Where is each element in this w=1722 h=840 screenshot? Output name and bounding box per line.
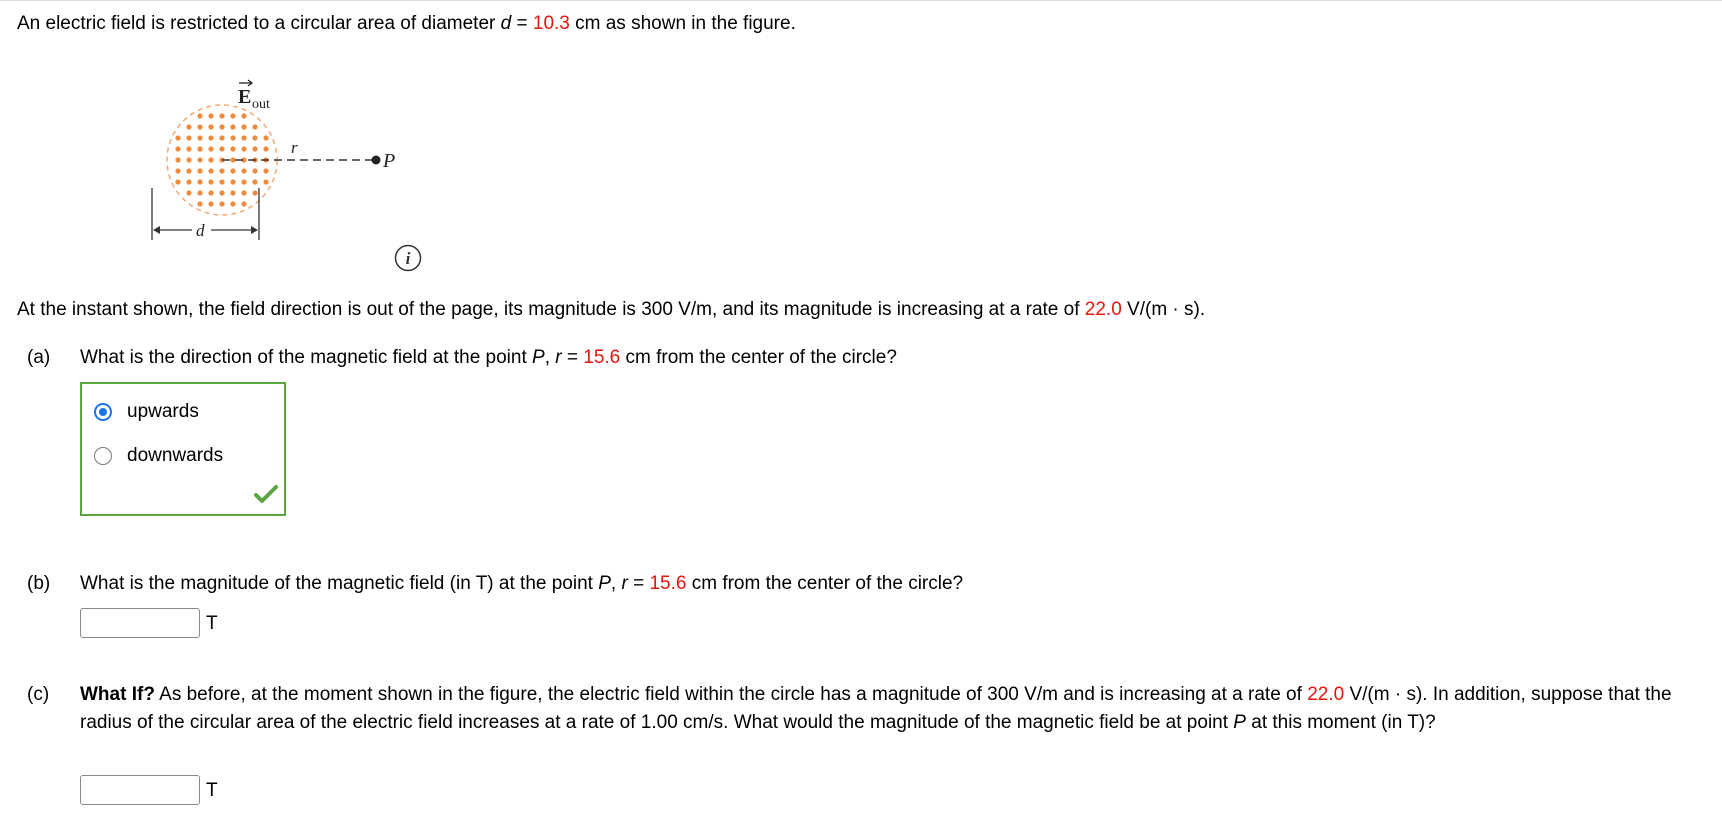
part-c-answer-input[interactable] [80,775,200,805]
field-dot [186,157,191,162]
field-dot [263,179,268,184]
field-dot [241,201,246,206]
part-a-q-mid: , [544,347,556,368]
p-label: P [383,150,396,172]
part-a-r-value: 15.6 [583,347,621,368]
part-a-label: (a) [27,347,51,368]
field-dot [175,157,180,162]
field-dot [208,113,213,118]
part-c-text2: V/(m · s). In addition, suppose that the radius of the circular area of the electric field increases at a rate of 1.00 cm/s. What would the magnitude of the magnetic field be at point [80,684,1672,733]
field-dot [230,201,235,206]
field-dot [186,168,191,173]
field-dot [197,157,202,162]
field-dot [219,146,224,151]
instant-rate-value: 22.0 [1084,299,1122,320]
part-c-unit: T [206,780,218,801]
field-dot [197,179,202,184]
part-b-answer-input[interactable] [80,608,200,638]
field-dot [186,146,191,151]
field-figure [140,65,400,265]
part-c-question [80,681,1710,737]
radio-upwards[interactable] [94,403,112,421]
field-dot [175,135,180,140]
part-c-label: (c) [27,684,50,705]
field-dot [208,190,213,195]
d-value: 10.3 [532,13,570,34]
instant-pre: At the instant shown, the field direction is out of the page, its magnitude is 300 V/m, and its magnitude is increasing at a rate of [17,299,1085,320]
field-dot [241,135,246,140]
part-a-answer-box [80,382,286,516]
field-dot [252,124,257,129]
instant-text [17,298,1205,322]
option-downwards[interactable] [94,445,223,467]
field-dot [230,113,235,118]
part-a-q-eq: = [561,347,584,368]
intro-pre: An electric field is restricted to a circular area of diameter [17,13,501,34]
part-b-label: (b) [27,573,51,594]
field-dot [197,190,202,195]
field-dot [197,124,202,129]
field-dot [175,146,180,151]
svg-text:i: i [405,249,411,268]
field-dot [197,146,202,151]
option-downwards-label: downwards [127,445,224,466]
field-dot [208,124,213,129]
part-c-text3: at this moment (in T)? [1245,712,1436,733]
field-dot [186,124,191,129]
r-label: r [291,138,298,157]
field-dot [175,179,180,184]
field-dot [230,168,235,173]
part-c-what-if: What If? [80,684,155,705]
field-dot [219,168,224,173]
field-dot [219,113,224,118]
field-dot [208,135,213,140]
field-dot [197,201,202,206]
part-a-var-p: P [532,347,545,368]
field-dot [219,135,224,140]
info-icon[interactable] [393,243,423,273]
field-dot [241,113,246,118]
field-dot [219,201,224,206]
field-dot [219,124,224,129]
field-dot [241,179,246,184]
option-upwards[interactable] [94,401,199,423]
part-b-unit: T [206,613,218,634]
field-dot [241,124,246,129]
instant-post: V/(m · s). [1121,299,1206,320]
field-dot [230,146,235,151]
field-dot [241,190,246,195]
field-dot [208,168,213,173]
part-a-question [80,346,897,370]
field-dot [263,168,268,173]
field-dot [241,168,246,173]
part-b-var-p: P [598,573,611,594]
field-dot [230,135,235,140]
field-dot [230,124,235,129]
field-dot [197,168,202,173]
var-d: d [500,13,512,34]
field-dot [252,146,257,151]
top-divider [0,0,1722,1]
field-dot [197,113,202,118]
field-dot [186,190,191,195]
field-dot [230,190,235,195]
part-a-q-pre: What is the direction of the magnetic field at the point [80,347,533,368]
part-b-q-post: cm from the center of the circle? [686,573,964,594]
field-dot [252,179,257,184]
part-c-rate-value: 22.0 [1307,684,1345,705]
option-upwards-label: upwards [127,401,199,422]
part-c-text1: As before, at the moment shown in the figure, the electric field within the circle has a magnitude of 300 V/m and is increasing at a rate of [154,684,1308,705]
field-dot [241,146,246,151]
field-dot [263,135,268,140]
field-dot [208,201,213,206]
field-dot [208,146,213,151]
field-dot [252,168,257,173]
field-dot [175,168,180,173]
e-field-label: E [238,86,252,108]
part-b-q-eq: = [627,573,650,594]
field-dot [230,179,235,184]
field-dot [230,157,235,162]
part-b-var-r: r [621,573,628,594]
field-dot [252,190,257,195]
part-b-question [80,572,963,596]
field-dot [219,190,224,195]
field-dot [208,157,213,162]
radio-downwards[interactable] [94,447,112,465]
part-b-r-value: 15.6 [649,573,687,594]
part-c-var-p: P [1233,712,1246,733]
e-field-sub: out [252,97,270,112]
intro-eq: = [511,13,533,34]
intro-post: cm as shown in the figure. [569,13,796,34]
d-label: d [196,221,205,240]
field-dot [263,146,268,151]
checkmark-icon [254,484,278,504]
point-p-dot [372,156,381,165]
intro-text [17,12,796,36]
part-b-q-pre: What is the magnitude of the magnetic field (in T) at the point [80,573,599,594]
part-b-q-mid: , [610,573,622,594]
field-dot [186,179,191,184]
field-dot [219,179,224,184]
part-a-q-post: cm from the center of the circle? [620,347,897,368]
field-dot [208,179,213,184]
field-dot [186,135,191,140]
part-a-var-r: r [555,347,562,368]
field-dot [252,135,257,140]
field-dot [197,135,202,140]
